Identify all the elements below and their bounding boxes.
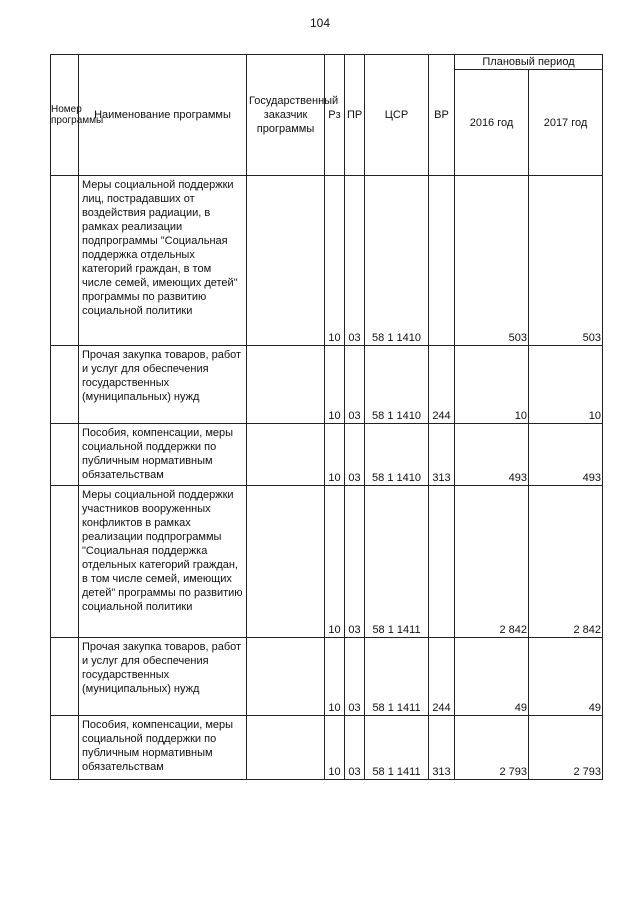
cell-num [51, 716, 79, 780]
cell-vr: 244 [429, 638, 455, 716]
cell-name: Меры социальной поддержки участников вооруженных конфликтов в рамках реализации подпрограммы "Социальная поддержка отдельных категорий граждан, в том числе семей, имеющих детей" программы по развитию социальной политики [79, 486, 247, 638]
cell-rz: 10 [325, 346, 345, 424]
cell-customer [247, 424, 325, 486]
cell-csr: 58 1 1410 [365, 346, 429, 424]
table-row [51, 424, 603, 486]
cell-2017: 10 [529, 346, 603, 424]
cell-num [51, 486, 79, 638]
header-vr: ВР [429, 55, 455, 176]
cell-2017: 2 793 [529, 716, 603, 780]
cell-pr: 03 [345, 176, 365, 346]
cell-2016: 2 842 [455, 486, 529, 638]
cell-vr: 313 [429, 424, 455, 486]
cell-vr: 313 [429, 716, 455, 780]
header-program-name: Наименование программы [79, 55, 247, 176]
header-year-2017: 2017 год [529, 70, 603, 176]
cell-csr: 58 1 1411 [365, 486, 429, 638]
cell-pr: 03 [345, 424, 365, 486]
cell-rz: 10 [325, 716, 345, 780]
cell-num [51, 346, 79, 424]
cell-name: Пособия, компенсации, меры социальной поддержки по публичным нормативным обязательствам [79, 424, 247, 486]
cell-customer [247, 486, 325, 638]
header-year-2016: 2016 год [455, 70, 529, 176]
table-row [51, 176, 603, 346]
cell-customer [247, 716, 325, 780]
cell-2017: 49 [529, 638, 603, 716]
cell-vr: 244 [429, 346, 455, 424]
cell-csr: 58 1 1411 [365, 638, 429, 716]
cell-pr: 03 [345, 638, 365, 716]
cell-pr: 03 [345, 716, 365, 780]
cell-customer [247, 176, 325, 346]
cell-name: Прочая закупка товаров, работ и услуг для обеспечения государственных (муниципальных) нужд [79, 346, 247, 424]
cell-rz: 10 [325, 424, 345, 486]
header-csr: ЦСР [365, 55, 429, 176]
header-program-number: Номер программы [51, 55, 79, 176]
cell-pr: 03 [345, 486, 365, 638]
cell-2017: 503 [529, 176, 603, 346]
cell-name: Пособия, компенсации, меры социальной поддержки по публичным нормативным обязательствам [79, 716, 247, 780]
table-row [51, 346, 603, 424]
cell-name: Прочая закупка товаров, работ и услуг для обеспечения государственных (муниципальных) нужд [79, 638, 247, 716]
cell-2016: 10 [455, 346, 529, 424]
cell-rz: 10 [325, 638, 345, 716]
page-number: 104 [309, 16, 331, 30]
header-plan-period: Плановый период [455, 55, 603, 70]
cell-csr: 58 1 1410 [365, 424, 429, 486]
header-pr: ПР [345, 55, 365, 176]
cell-csr: 58 1 1410 [365, 176, 429, 346]
cell-num [51, 638, 79, 716]
budget-table [50, 54, 603, 780]
cell-vr [429, 486, 455, 638]
cell-2016: 503 [455, 176, 529, 346]
table-row [51, 716, 603, 780]
cell-name: Меры социальной поддержки лиц, пострадавших от воздействия радиации, в рамках реализации подпрограммы "Социальная поддержка отдельных категорий граждан, в том числе семей, имеющих детей" программы по развитию социальной политики [79, 176, 247, 346]
cell-vr [429, 176, 455, 346]
cell-num [51, 176, 79, 346]
cell-pr: 03 [345, 346, 365, 424]
table-row [51, 486, 603, 638]
cell-2016: 49 [455, 638, 529, 716]
header-rz: Рз [325, 55, 345, 176]
cell-2017: 2 842 [529, 486, 603, 638]
cell-num [51, 424, 79, 486]
cell-customer [247, 638, 325, 716]
header-customer: Государственный заказчик программы [247, 55, 325, 176]
cell-csr: 58 1 1411 [365, 716, 429, 780]
cell-rz: 10 [325, 176, 345, 346]
cell-rz: 10 [325, 486, 345, 638]
table-row [51, 638, 603, 716]
cell-2016: 493 [455, 424, 529, 486]
cell-customer [247, 346, 325, 424]
cell-2017: 493 [529, 424, 603, 486]
cell-2016: 2 793 [455, 716, 529, 780]
